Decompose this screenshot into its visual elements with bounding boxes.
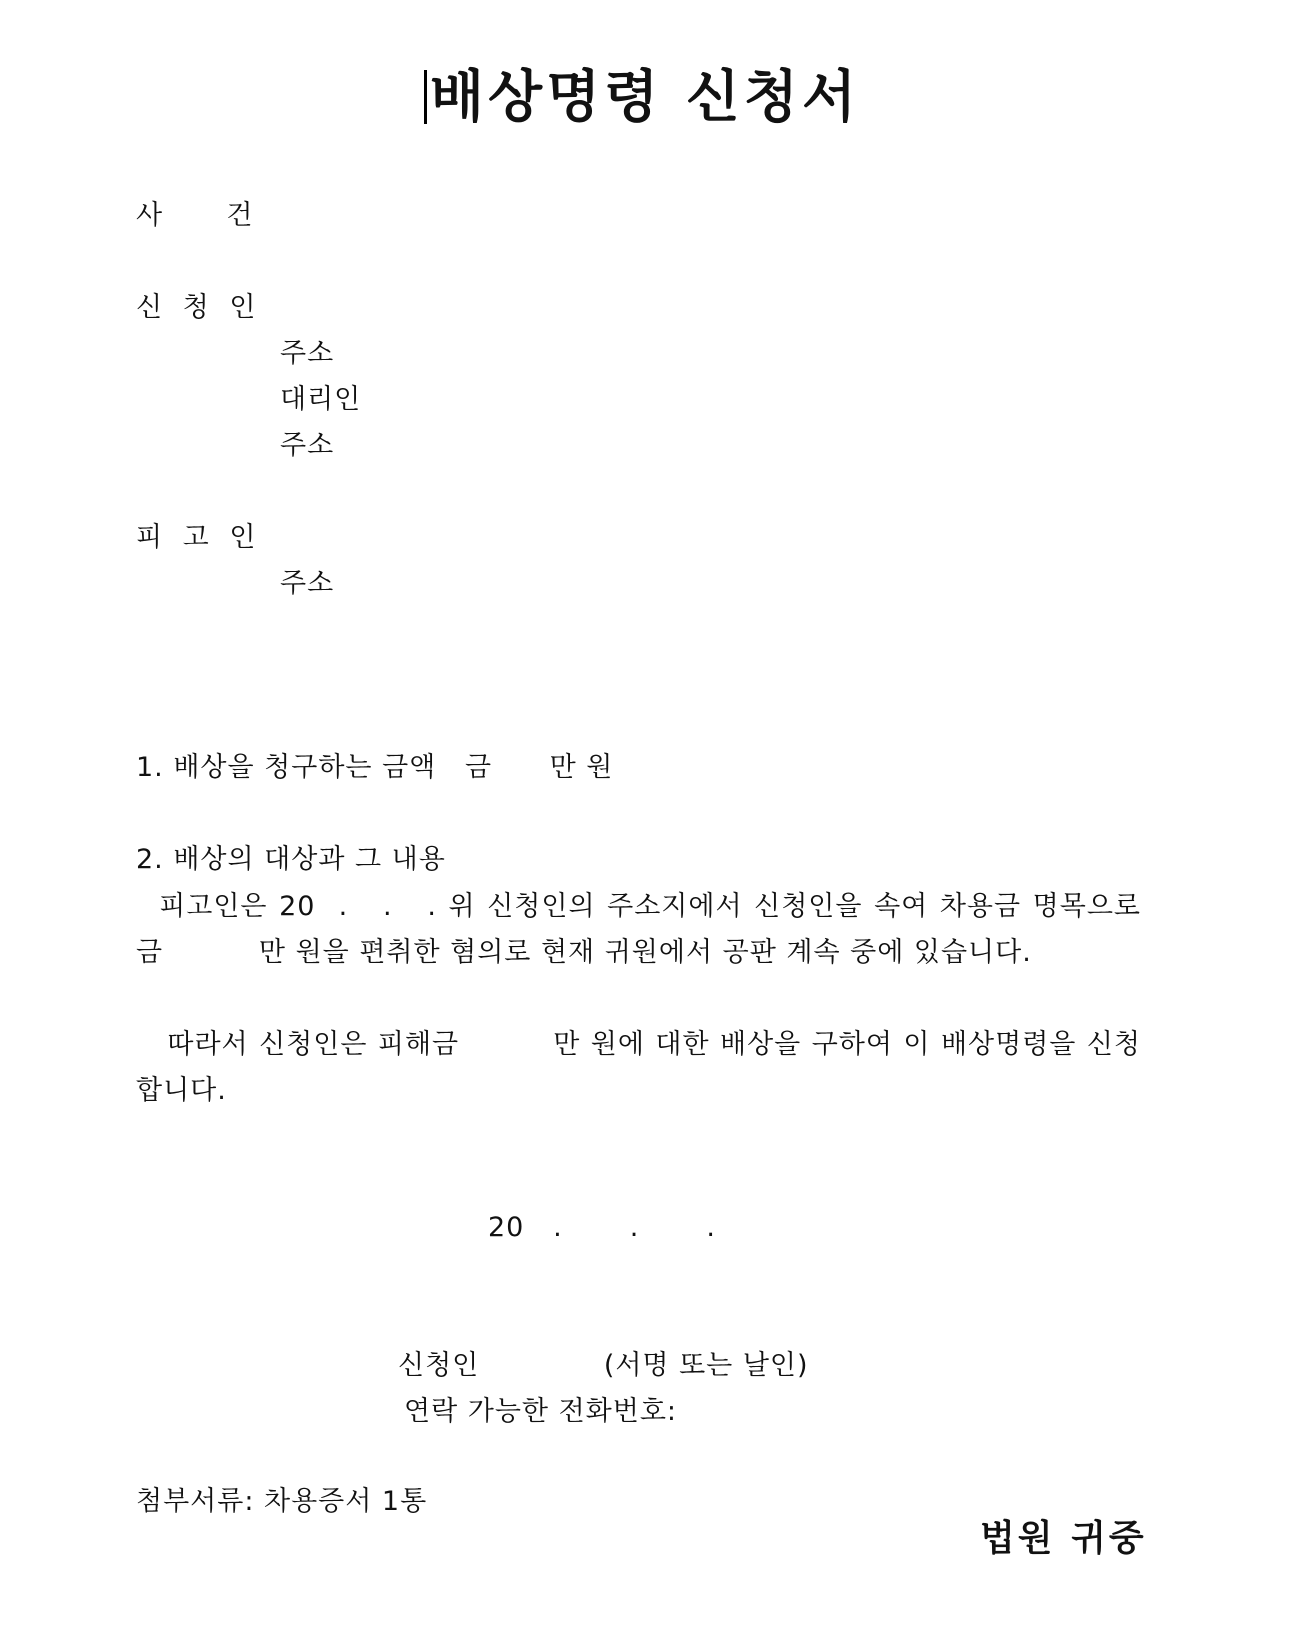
defendant-label: 피 고 인: [136, 522, 262, 553]
date-line: 20 . . .: [488, 1212, 717, 1243]
case-label: 사 건: [136, 200, 259, 231]
document-title: 배상명령 신청서: [429, 64, 861, 130]
applicant-signature-line: 신청인 (서명 또는 날인): [398, 1350, 809, 1381]
court-addressee: 법원 귀중: [980, 1517, 1147, 1559]
defendant-address-label: 주소: [280, 568, 335, 599]
attachment-line: 첨부서류: 차용증서 1통: [136, 1486, 428, 1517]
applicant-address-label: 주소: [280, 338, 335, 369]
claim-subject-paragraph-2: 따라서 신청인은 피해금 만 원에 대한 배상을 구하여 이 배상명령을 신청합니다.: [136, 1029, 1141, 1106]
claim-subject-heading: 2. 배상의 대상과 그 내용: [136, 844, 446, 875]
phone-number-line: 연락 가능한 전화번호:: [404, 1396, 677, 1427]
applicant-label: 신 청 인: [136, 292, 262, 323]
agent-label: 대리인: [280, 384, 362, 415]
claim-subject-paragraph-1: 피고인은 20 . . . 위 신청인의 주소지에서 신청인을 속여 차용금 명목으로 금 만 원을 편취한 혐의로 현재 귀원에서 공판 계속 중에 있습니다.: [136, 891, 1151, 968]
agent-address-label: 주소: [280, 430, 335, 461]
claim-amount-line: 1. 배상을 청구하는 금액 금 만 원: [136, 752, 614, 783]
